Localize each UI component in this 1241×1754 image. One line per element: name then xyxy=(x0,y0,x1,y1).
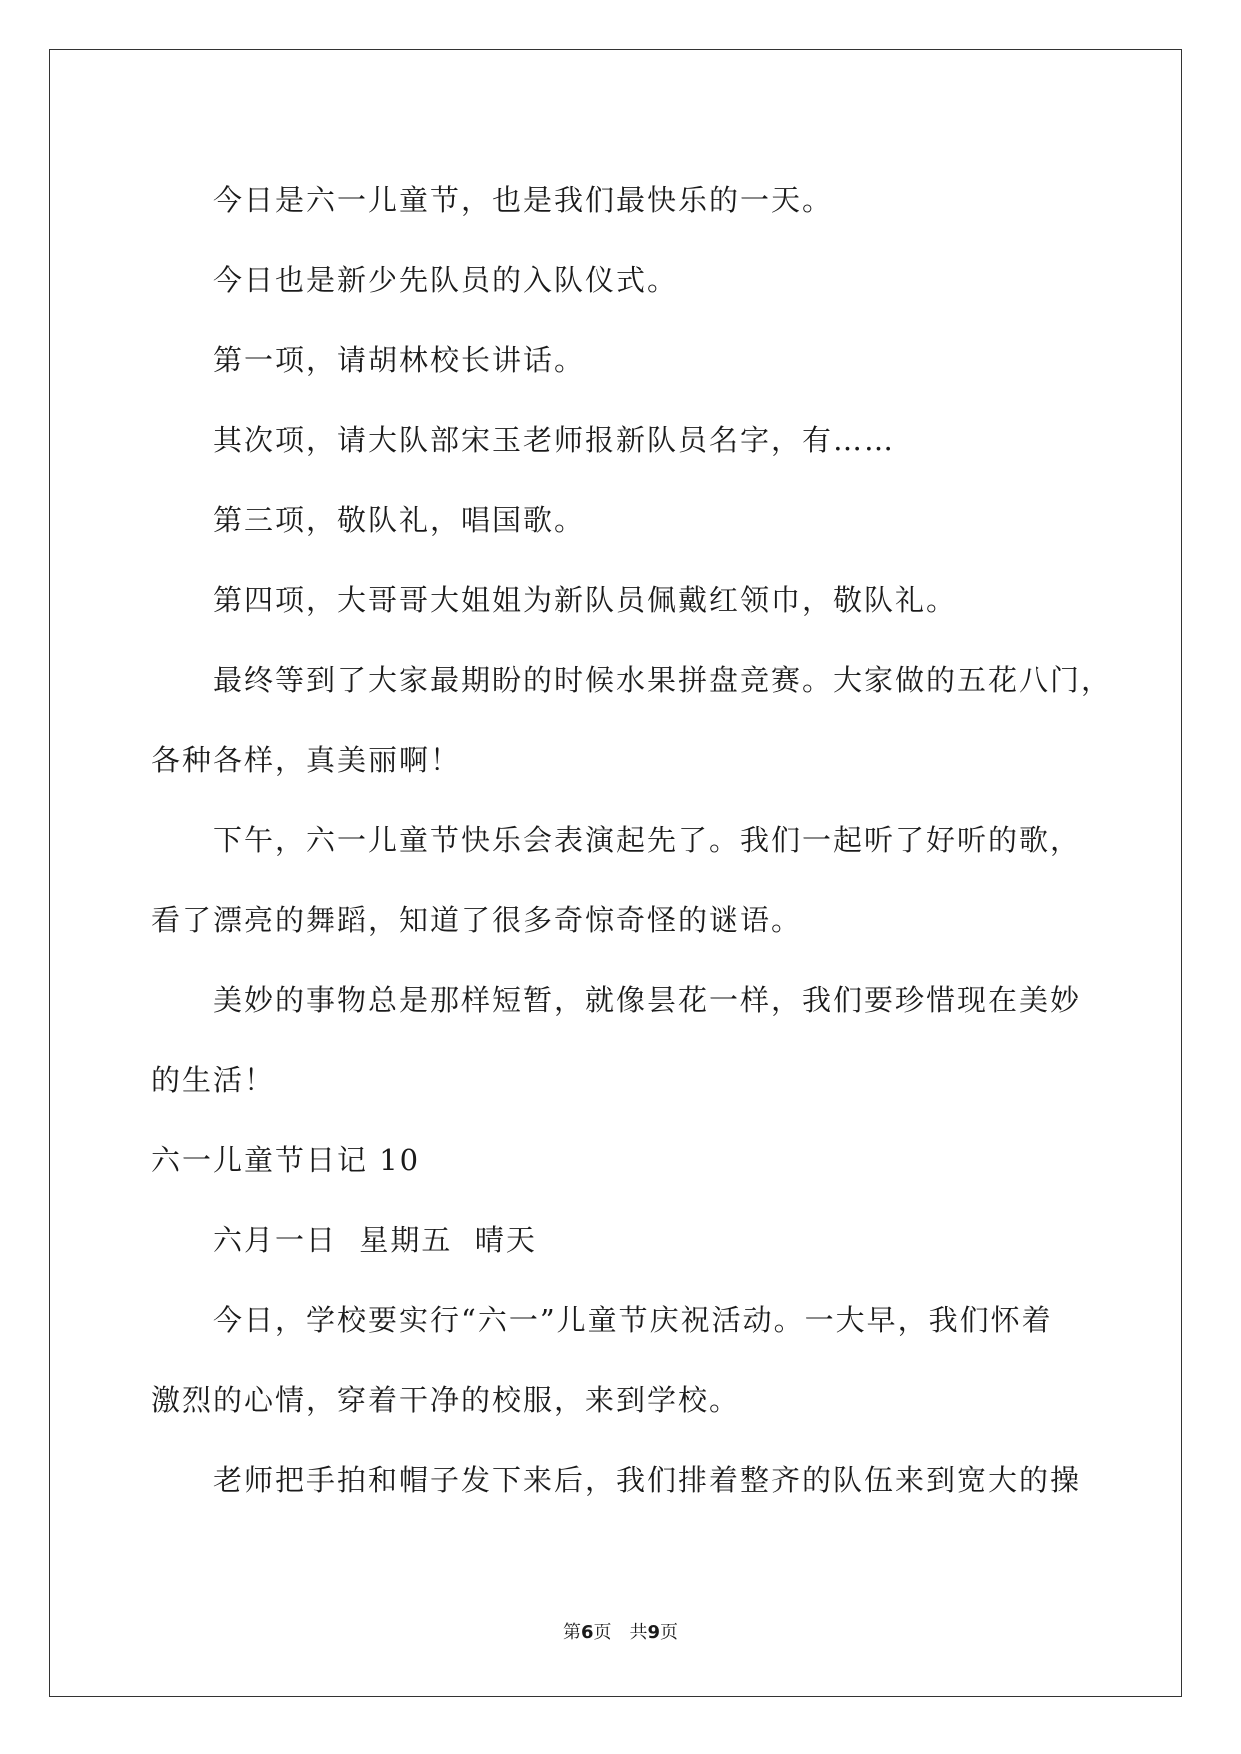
paragraph: 的生活！ xyxy=(151,1063,276,1097)
paragraph: 各种各样，真美丽啊！ xyxy=(151,743,462,777)
paragraph: 今日，学校要实行“六一”儿童节庆祝活动。一大早，我们怀着 xyxy=(213,1303,1053,1337)
footer-total-prefix: 共 xyxy=(629,1622,648,1643)
date-line: 六月一日 星期五 晴天 xyxy=(213,1223,537,1257)
footer-total-suffix: 页 xyxy=(660,1622,679,1643)
paragraph: 激烈的心情，穿着干净的校服，来到学校。 xyxy=(151,1383,741,1417)
paragraph: 第四项，大哥哥大姐姐为新队员佩戴红领巾，敬队礼。 xyxy=(213,583,958,617)
paragraph: 看了漂亮的舞蹈，知道了很多奇惊奇怪的谜语。 xyxy=(151,903,803,937)
paragraph: 今日是六一儿童节，也是我们最快乐的一天。 xyxy=(213,183,834,217)
paragraph: 最终等到了大家最期盼的时候水果拼盘竞赛。大家做的五花八门， xyxy=(213,663,1113,697)
total-pages-number: 9 xyxy=(647,1622,661,1643)
current-page-number: 6 xyxy=(580,1622,594,1643)
footer-page-suffix: 页 xyxy=(593,1622,612,1643)
paragraph: 今日也是新少先队员的入队仪式。 xyxy=(213,263,679,297)
paragraph: 美妙的事物总是那样短暂，就像昙花一样，我们要珍惜现在美妙 xyxy=(213,983,1082,1017)
paragraph: 下午，六一儿童节快乐会表演起先了。我们一起听了好听的歌， xyxy=(213,823,1082,857)
footer-page-prefix: 第 xyxy=(562,1622,581,1643)
paragraph: 第一项，请胡林校长讲话。 xyxy=(213,343,586,377)
paragraph: 第三项，敬队礼，唱国歌。 xyxy=(213,503,586,537)
paragraph: 老师把手拍和帽子发下来后，我们排着整齐的队伍来到宽大的操 xyxy=(213,1463,1082,1497)
page-footer xyxy=(0,1618,1241,1644)
section-heading: 六一儿童节日记 10 xyxy=(151,1143,421,1177)
paragraph: 其次项，请大队部宋玉老师报新队员名字，有…… xyxy=(213,423,896,457)
document-body xyxy=(151,160,1113,1520)
